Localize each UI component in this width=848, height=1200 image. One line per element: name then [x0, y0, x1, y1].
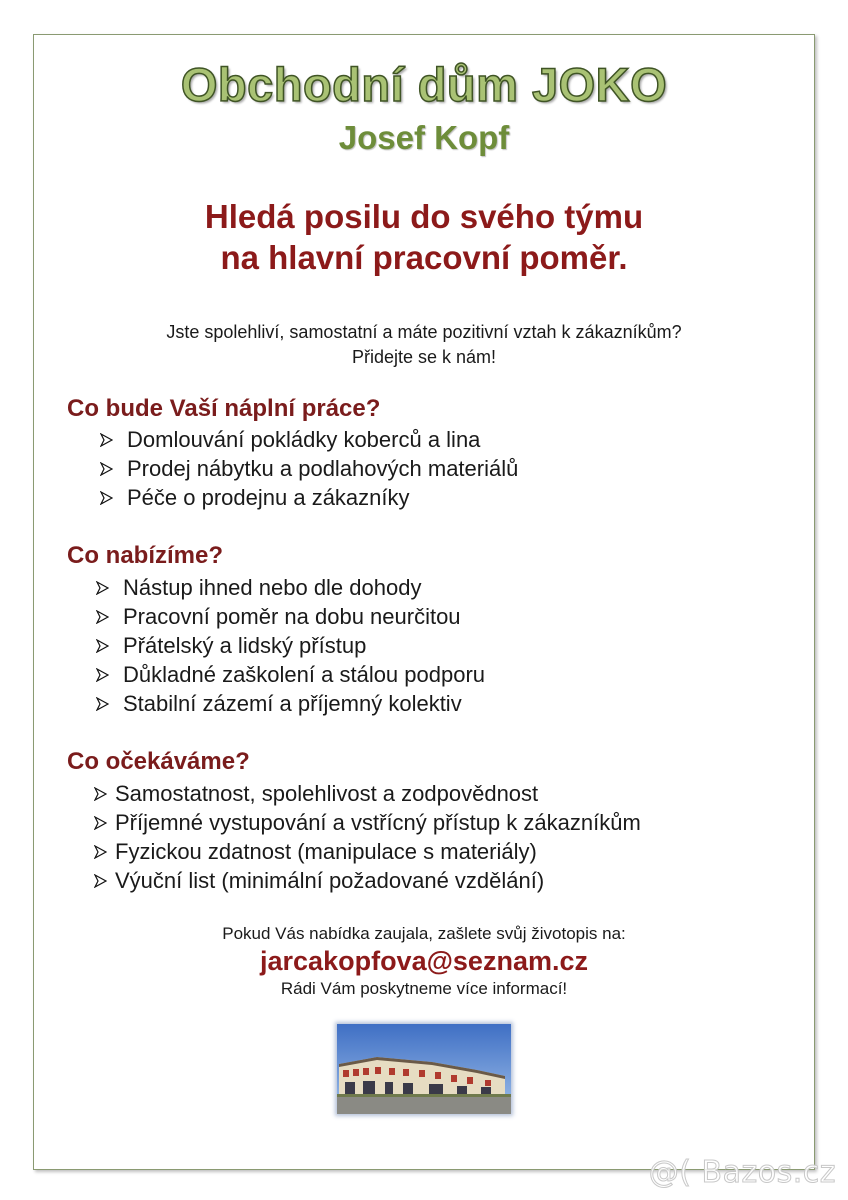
list-item — [100, 425, 518, 454]
duties-list — [100, 425, 518, 512]
list-item-text: Výuční list (minimální požadované vzdělání) — [115, 868, 545, 893]
list-item — [96, 602, 485, 631]
list-item — [96, 631, 485, 660]
section-title-offer: Co nabízíme? — [67, 542, 224, 569]
list-item — [94, 837, 641, 866]
arrow-bullet-icon — [96, 697, 109, 711]
list-item — [96, 660, 485, 689]
list-item — [94, 808, 641, 837]
store-photo — [337, 1024, 511, 1114]
intro-text — [0, 320, 848, 370]
company-name: Obchodní dům JOKO — [180, 58, 668, 111]
arrow-bullet-icon — [100, 462, 113, 476]
list-item-text: Příjemné vystupování a vstřícný přístup k zákazníkům — [115, 810, 641, 835]
arrow-bullet-icon — [94, 845, 107, 859]
list-item-text: Důkladné zaškolení a stálou podporu — [123, 662, 486, 687]
list-item-text: Nástup ihned nebo dle dohody — [123, 575, 422, 600]
arrow-bullet-icon — [96, 668, 109, 682]
list-item-text: Přátelský a lidský přístup — [123, 633, 367, 658]
list-item — [100, 483, 518, 512]
list-item-text: Fyzickou zdatnost (manipulace s materiály) — [115, 839, 537, 864]
section-title-duties: Co bude Vaší náplní práce? — [67, 395, 381, 422]
arrow-bullet-icon — [96, 610, 109, 624]
arrow-bullet-icon — [94, 787, 107, 801]
list-item-text: Samostatnost, spolehlivost a zodpovědnost — [115, 781, 539, 806]
arrow-bullet-icon — [96, 581, 109, 595]
arrow-bullet-icon — [94, 816, 107, 830]
owner-name: Josef Kopf — [338, 119, 510, 156]
list-item-text: Péče o prodejnu a zákazníky — [127, 485, 410, 510]
intro-line-2: Přidejte se k nám! — [351, 347, 497, 367]
section-title-expectations: Co očekáváme? — [67, 748, 250, 775]
headline-line-1: Hledá posilu do svého týmu — [204, 198, 644, 235]
headline — [0, 196, 848, 278]
list-item — [100, 454, 518, 483]
list-item — [96, 573, 485, 602]
list-item-text: Pracovní poměr na dobu neurčitou — [123, 604, 461, 629]
list-item-text: Stabilní zázemí a příjemný kolektiv — [123, 691, 462, 716]
list-item — [94, 779, 641, 808]
bazos-watermark: @( Bazos.cz — [648, 1155, 836, 1190]
arrow-bullet-icon — [94, 874, 107, 888]
headline-line-2: na hlavní pracovní poměr. — [220, 239, 628, 276]
list-item — [94, 866, 641, 895]
expectations-list — [94, 779, 641, 895]
intro-line-1: Jste spolehliví, samostatní a máte pozitivní vztah k zákazníkům? — [166, 322, 682, 342]
offer-list — [96, 573, 485, 718]
arrow-bullet-icon — [100, 491, 113, 505]
list-item — [96, 689, 485, 718]
contact-email: jarcakopfova@seznam.cz — [260, 946, 588, 976]
arrow-bullet-icon — [96, 639, 109, 653]
contact-text: Pokud Vás nabídka zaujala, zašlete svůj životopis na: — [222, 924, 626, 943]
closing-text: Rádi Vám poskytneme více informací! — [280, 979, 568, 998]
list-item-text: Prodej nábytku a podlahových materiálů — [127, 456, 519, 481]
list-item-text: Domlouvání pokládky koberců a lina — [127, 427, 481, 452]
arrow-bullet-icon — [100, 433, 113, 447]
